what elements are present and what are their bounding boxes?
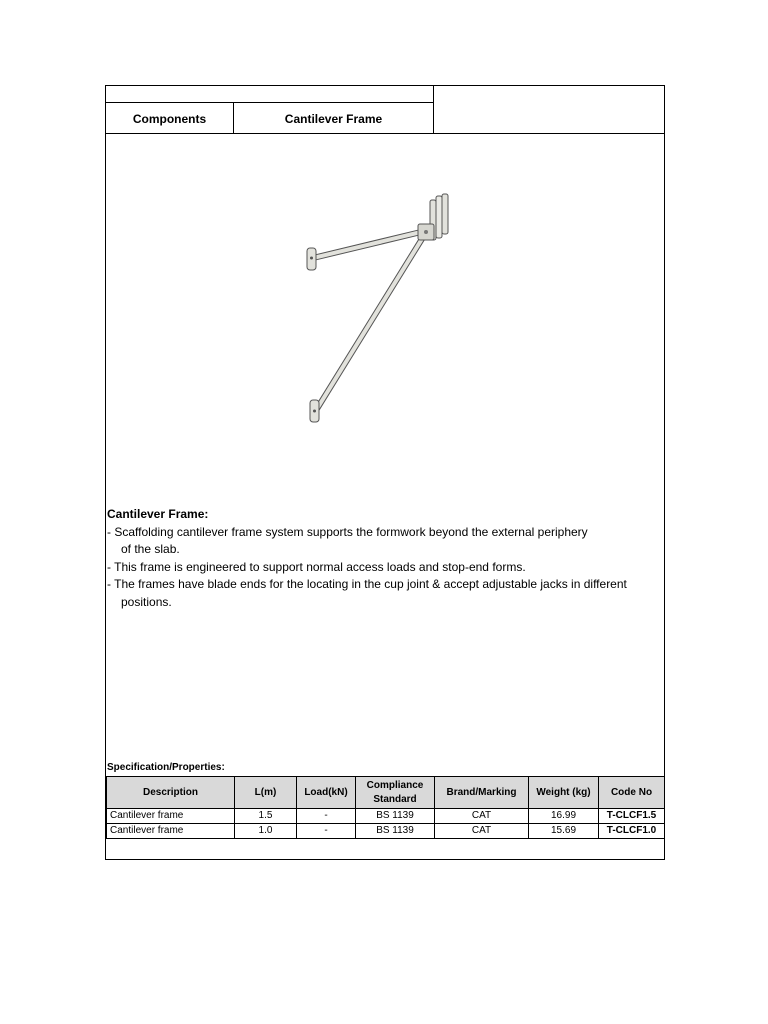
table-cell: 15.69 <box>529 824 599 839</box>
cantilever-frame-image <box>301 190 461 430</box>
table-row <box>107 824 665 839</box>
table-cell: - <box>297 824 356 839</box>
description-line: positions. <box>121 594 172 609</box>
table-row <box>107 809 665 824</box>
header-divider-2 <box>433 86 434 133</box>
description-title: Cantilever Frame: <box>107 507 209 521</box>
spec-label: Specification/Properties: <box>107 762 225 773</box>
component-name: Cantilever Frame <box>284 111 383 126</box>
col-header: Code No <box>599 777 665 809</box>
table-cell: 16.99 <box>529 809 599 824</box>
product-sheet <box>105 85 665 860</box>
description-line: - Scaffolding cantilever frame system supports the formwork beyond the external periphery <box>107 524 588 539</box>
table-cell: 1.0 <box>235 824 297 839</box>
description-line: of the slab. <box>121 542 180 557</box>
col-header: Description <box>107 777 235 809</box>
spec-header-row <box>107 777 665 809</box>
footer-rule <box>106 838 664 839</box>
description-block <box>107 506 662 612</box>
table-cell: CAT <box>435 809 529 824</box>
table-cell: BS 1139 <box>356 809 435 824</box>
table-cell: - <box>297 809 356 824</box>
description-line: - The frames have blade ends for the locating in the cup joint & accept adjustable jacks in different <box>107 577 627 592</box>
col-header: L(m) <box>235 777 297 809</box>
table-cell: T-CLCF1.5 <box>599 809 665 824</box>
table-cell: CAT <box>435 824 529 839</box>
col-header: Compliance Standard <box>356 777 435 809</box>
table-cell: Cantilever frame <box>107 809 235 824</box>
table-cell: BS 1139 <box>356 824 435 839</box>
col-header: Weight (kg) <box>529 777 599 809</box>
table-cell: T-CLCF1.0 <box>599 824 665 839</box>
components-label: Components <box>132 111 207 126</box>
table-cell: 1.5 <box>235 809 297 824</box>
col-header: Brand/Marking <box>435 777 529 809</box>
col-header: Load(kN) <box>297 777 356 809</box>
table-cell: Cantilever frame <box>107 824 235 839</box>
spec-table <box>106 776 665 839</box>
description-line: - This frame is engineered to support normal access loads and stop-end forms. <box>107 559 526 574</box>
